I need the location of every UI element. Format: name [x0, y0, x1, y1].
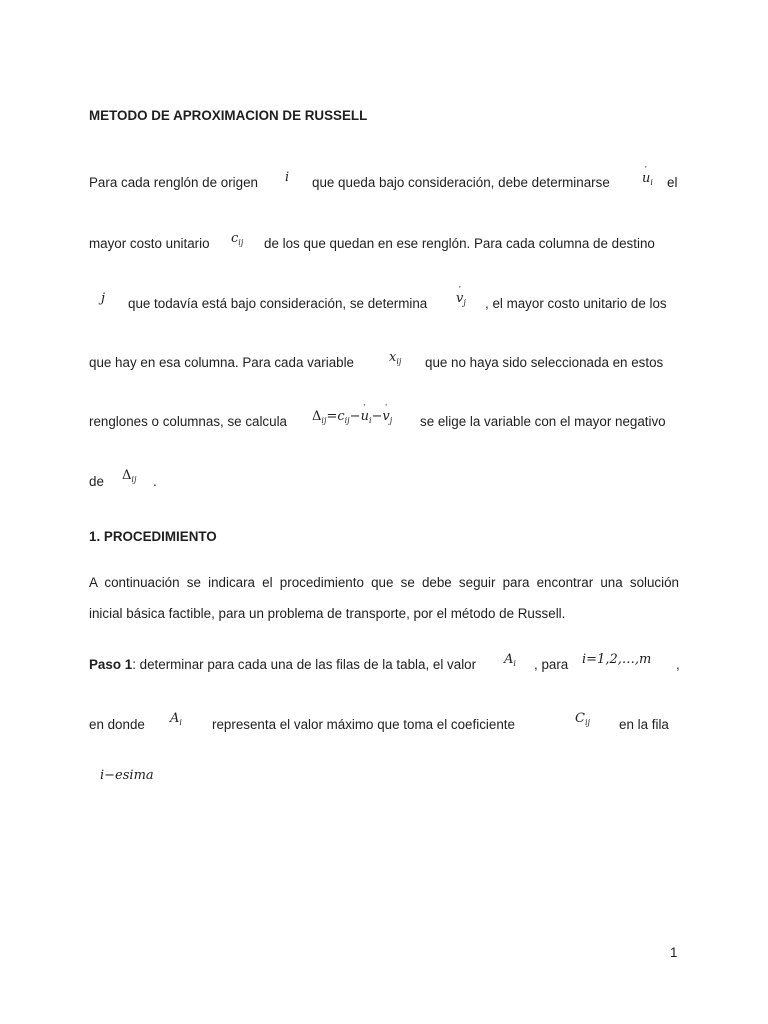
- math-delta-formula: $\Delta_{ij}=c_{ij}-˙$ $u_i-˙$ $v_j$: [312, 409, 392, 429]
- page-number: 1: [670, 945, 678, 960]
- section-paragraph-line-2: inicial básica factible, para un problema de transporte, por el método de Russell.: [89, 606, 566, 621]
- math-c-ij: $c_{ij}$: [231, 231, 244, 247]
- section-paragraph-line-1: A continuación se indicara el procedimiento que se debe seguir para encontrar una solución: [89, 575, 679, 590]
- intro-line-3b: , el mayor costo unitario de los: [485, 296, 667, 311]
- intro-line-6b: .: [153, 474, 157, 489]
- math-x-ij: $x_{ij}$: [389, 350, 402, 366]
- math-i-esima: i−esima: [100, 768, 154, 783]
- paso1-line-1b: , para: [534, 657, 569, 672]
- math-i: i: [285, 170, 290, 185]
- intro-line-2a: mayor costo unitario: [89, 236, 210, 251]
- paso1-line-1: Paso 1: determinar para cada una de las filas de la tabla, el valor: [89, 657, 477, 672]
- math-u-i: ˙ $u_i$: [642, 171, 653, 191]
- math-delta-ij: $\Delta_{ij}$: [122, 468, 137, 484]
- intro-line-1b: que queda bajo consideración, debe determinarse: [312, 175, 610, 190]
- intro-line-5a: renglones o columnas, se calcula: [89, 414, 287, 429]
- intro-line-4b: que no haya sido seleccionada en estos: [425, 355, 664, 370]
- intro-line-4a: que hay en esa columna. Para cada variable: [89, 355, 355, 370]
- intro-line-1c: el: [667, 175, 678, 190]
- math-A-i-2: $A_i$: [170, 711, 182, 727]
- intro-line-2b: de los que quedan en ese renglón. Para cada columna de destino: [264, 236, 655, 251]
- math-C-ij: $C_{ij}$: [575, 711, 590, 727]
- section-heading: 1. PROCEDIMIENTO: [89, 529, 217, 544]
- intro-line-5b: se elige la variable con el mayor negativo: [420, 414, 666, 429]
- paso1-label: Paso 1: [89, 657, 133, 672]
- paso1-line-1c: ,: [676, 657, 680, 672]
- paso1-line-2a: en donde: [89, 717, 145, 732]
- intro-line-1a: Para cada renglón de origen: [89, 175, 258, 190]
- paso1-line-2b: representa el valor máximo que toma el coeficiente: [212, 717, 515, 732]
- math-range: i=1,2,…,m: [582, 652, 652, 667]
- intro-line-6a: de: [89, 474, 104, 489]
- intro-line-3a: que todavía está bajo consideración, se determina: [128, 296, 428, 311]
- math-v-j: ˙ $v_j$: [456, 291, 466, 311]
- document-title: METODO DE APROXIMACION DE RUSSELL: [89, 108, 368, 123]
- math-A-i: $A_i$: [504, 652, 516, 668]
- paso1-line-2c: en la fila: [619, 717, 669, 732]
- math-j: j: [101, 291, 106, 306]
